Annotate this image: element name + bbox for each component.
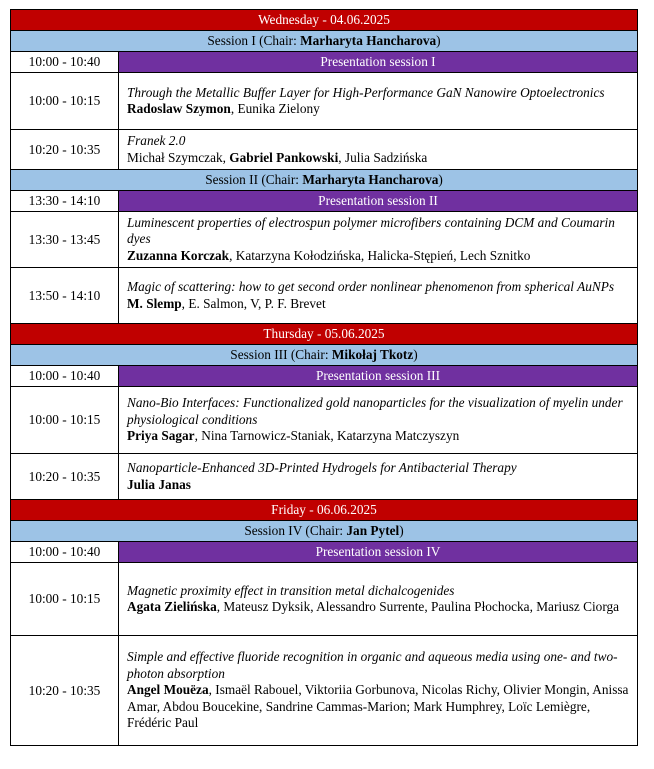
talk-authors: Radoslaw Szymon, Eunika Zielony: [127, 101, 320, 116]
talk-row: [11, 454, 638, 500]
day-header: Wednesday - 04.06.2025: [11, 10, 638, 31]
day-header-row: [11, 10, 638, 31]
talk-cell: [119, 130, 638, 170]
session-header-row: [11, 521, 638, 542]
talk-title: Nanoparticle-Enhanced 3D-Printed Hydrogels for Antibacterial Therapy: [127, 460, 517, 476]
session-header-row: [11, 31, 638, 52]
talk-cell: [119, 454, 638, 500]
schedule-table: [10, 9, 638, 746]
talk-time: 10:00 - 10:15: [11, 563, 119, 636]
session-header-row: [11, 345, 638, 366]
talk-title: Nano-Bio Interfaces: Functionalized gold nanoparticles for the visualization of myelin under physiological conditions: [127, 395, 623, 427]
talk-row: [11, 212, 638, 268]
talk-presenter: Gabriel Pankowski: [229, 149, 339, 165]
presentation-session-label: Presentation session II: [119, 191, 638, 212]
talk-time: 10:20 - 10:35: [11, 454, 119, 500]
talk-title: Franek 2.0: [127, 133, 186, 149]
presentation-session-label: Presentation session IV: [119, 542, 638, 563]
talk-row: [11, 563, 638, 636]
talk-authors: M. Slemp, E. Salmon, V, P. F. Brevet: [127, 295, 326, 311]
talk-title: Simple and effective fluoride recognition in organic and aqueous media using one- and two-photon absorption: [127, 649, 618, 681]
session-chair: Mikołaj Tkotz: [331, 347, 414, 362]
talk-authors: Priya Sagar, Nina Tarnowicz-Staniak, Katarzyna Matczyszyn: [127, 428, 460, 444]
talk-row: [11, 636, 638, 746]
day-header-row: [11, 500, 638, 521]
talk-cell: [119, 636, 638, 746]
talk-presenter: Radoslaw Szymon: [127, 101, 231, 116]
talk-presenter: Angel Mouëza: [127, 682, 209, 698]
talk-authors: Angel Mouëza, Ismaël Rabouel, Viktoriia Gorbunova, Nicolas Richy, Olivier Mongin, Anissa Amar, Abdou Boucekine, Sandrine Cammas-Marion; Mark Humphrey, Loïc Lemiègre, Frédéric Paul: [127, 682, 629, 731]
session-chair: Jan Pytel: [346, 523, 400, 538]
session-chair: Marharyta Hancharova: [302, 172, 439, 187]
talk-title: Magnetic proximity effect in transition metal dichalcogenides: [127, 582, 455, 598]
talk-row: [11, 387, 638, 454]
day-header: Friday - 06.06.2025: [11, 500, 638, 521]
session-header-row: [11, 170, 638, 191]
talk-time: 10:20 - 10:35: [11, 636, 119, 746]
talk-cell: [119, 268, 638, 324]
presentation-session-time: 10:00 - 10:40: [11, 542, 119, 563]
talk-time: 10:20 - 10:35: [11, 130, 119, 170]
presentation-session-time: 13:30 - 14:10: [11, 191, 119, 212]
presentation-session-label: Presentation session III: [119, 366, 638, 387]
talk-cell: [119, 73, 638, 130]
session-chair: Marharyta Hancharova: [300, 33, 437, 48]
talk-row: [11, 130, 638, 170]
talk-presenter: Zuzanna Korczak: [127, 247, 230, 263]
talk-authors: Zuzanna Korczak, Katarzyna Kołodzińska, Halicka-Stępień, Lech Sznitko: [127, 247, 531, 263]
talk-row: [11, 73, 638, 130]
day-header: Thursday - 05.06.2025: [11, 324, 638, 345]
talk-time: 13:50 - 14:10: [11, 268, 119, 324]
presentation-session-row: [11, 366, 638, 387]
talk-presenter: Agata Zielińska: [127, 599, 217, 614]
presentation-session-time: 10:00 - 10:40: [11, 52, 119, 73]
talk-cell: [119, 387, 638, 454]
talk-time: 10:00 - 10:15: [11, 73, 119, 130]
talk-title: Through the Metallic Buffer Layer for High-Performance GaN Nanowire Optoelectronics: [127, 84, 605, 100]
talk-title: Magic of scattering: how to get second order nonlinear phenomenon from spherical AuNPs: [127, 279, 615, 295]
talk-authors: Michał Szymczak, Gabriel Pankowski, Julia Sadzińska: [127, 149, 428, 165]
talk-time: 13:30 - 13:45: [11, 212, 119, 268]
presentation-session-row: [11, 542, 638, 563]
talk-authors: Agata Zielińska, Mateusz Dyksik, Alessandro Surrente, Paulina Płochocka, Mariusz Ciorga: [127, 599, 620, 614]
talk-row: [11, 268, 638, 324]
presentation-session-time: 10:00 - 10:40: [11, 366, 119, 387]
session-header: Session I (Chair: Marharyta Hancharova): [11, 31, 638, 52]
session-header: Session II (Chair: Marharyta Hancharova): [11, 170, 638, 191]
talk-time: 10:00 - 10:15: [11, 387, 119, 454]
presentation-session-label: Presentation session I: [119, 52, 638, 73]
talk-cell: [119, 563, 638, 636]
session-header: Session IV (Chair: Jan Pytel): [11, 521, 638, 542]
day-header-row: [11, 324, 638, 345]
talk-presenter: Priya Sagar: [127, 428, 195, 444]
presentation-session-row: [11, 191, 638, 212]
talk-presenter: M. Slemp: [127, 295, 182, 311]
presentation-session-row: [11, 52, 638, 73]
session-header: Session III (Chair: Mikołaj Tkotz): [11, 345, 638, 366]
talk-cell: [119, 212, 638, 268]
talk-authors: [127, 477, 629, 493]
talk-presenter: Julia Janas: [127, 476, 191, 492]
talk-title: Luminescent properties of electrospun polymer microfibers containing DCM and Coumarin dyes: [127, 214, 615, 247]
